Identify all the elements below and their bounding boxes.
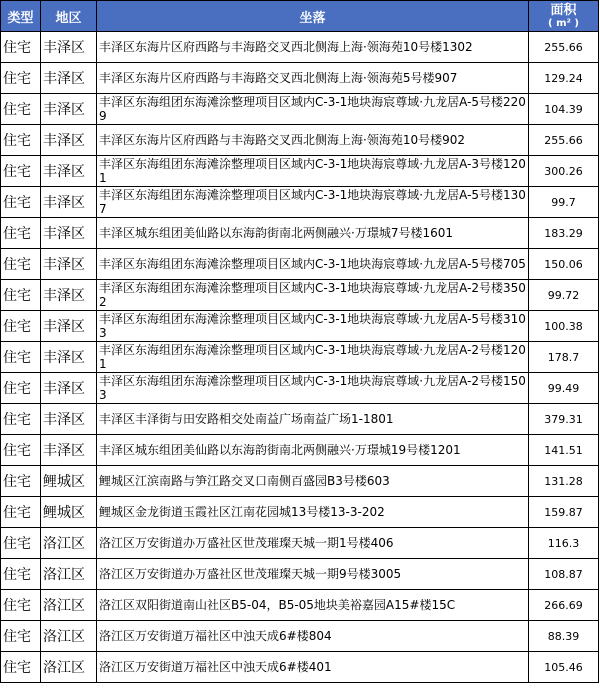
cell-type: 住宅 <box>1 404 41 435</box>
cell-address: 丰泽区东海组团东海滩涂整理项目区域内C-3-1地块海宸尊域·九龙居A-3号楼1201 <box>97 156 529 187</box>
cell-district: 丰泽区 <box>41 404 97 435</box>
cell-type: 住宅 <box>1 156 41 187</box>
header-address: 坐落 <box>97 1 529 32</box>
cell-type: 住宅 <box>1 342 41 373</box>
cell-area: 266.69 <box>529 590 599 621</box>
cell-type: 住宅 <box>1 435 41 466</box>
cell-type: 住宅 <box>1 125 41 156</box>
cell-district: 洛江区 <box>41 559 97 590</box>
cell-area: 99.49 <box>529 373 599 404</box>
cell-address: 丰泽区东海片区府西路与丰海路交叉西北侧海上海·领海苑5号楼907 <box>97 63 529 94</box>
cell-address: 丰泽区东海组团东海滩涂整理项目区域内C-3-1地块海宸尊域·九龙居A-5号楼2209 <box>97 94 529 125</box>
cell-area: 300.26 <box>529 156 599 187</box>
cell-type: 住宅 <box>1 621 41 652</box>
table-row <box>1 125 599 156</box>
cell-type: 住宅 <box>1 311 41 342</box>
cell-type: 住宅 <box>1 466 41 497</box>
cell-address: 洛江区万安街道万福社区中浊天成6#楼401 <box>97 652 529 683</box>
cell-district: 丰泽区 <box>41 435 97 466</box>
cell-area: 88.39 <box>529 621 599 652</box>
cell-district: 丰泽区 <box>41 187 97 218</box>
cell-district: 鲤城区 <box>41 466 97 497</box>
cell-area: 129.24 <box>529 63 599 94</box>
table-row <box>1 435 599 466</box>
cell-address: 丰泽区东海片区府西路与丰海路交叉西北侧海上海·领海苑10号楼1302 <box>97 32 529 63</box>
cell-type: 住宅 <box>1 497 41 528</box>
cell-district: 丰泽区 <box>41 311 97 342</box>
cell-district: 丰泽区 <box>41 218 97 249</box>
table-row <box>1 280 599 311</box>
cell-type: 住宅 <box>1 280 41 311</box>
table-row <box>1 187 599 218</box>
cell-address: 鲤城区金龙街道玉霞社区江南花园城13号楼13-3-202 <box>97 497 529 528</box>
cell-district: 洛江区 <box>41 528 97 559</box>
table-row <box>1 342 599 373</box>
cell-area: 379.31 <box>529 404 599 435</box>
table-row <box>1 404 599 435</box>
cell-district: 丰泽区 <box>41 63 97 94</box>
cell-area: 100.38 <box>529 311 599 342</box>
cell-district: 丰泽区 <box>41 249 97 280</box>
table-row <box>1 156 599 187</box>
cell-address: 丰泽区丰泽街与田安路相交处南益广场南益广场1-1801 <box>97 404 529 435</box>
cell-area: 159.87 <box>529 497 599 528</box>
table-row <box>1 652 599 683</box>
cell-address: 丰泽区城东组团美仙路以东海韵街南北两侧融兴·万璟城7号楼1601 <box>97 218 529 249</box>
table-row <box>1 466 599 497</box>
cell-address: 鲤城区江滨南路与笋江路交叉口南侧百盛园B3号楼603 <box>97 466 529 497</box>
cell-area: 116.3 <box>529 528 599 559</box>
table-row <box>1 249 599 280</box>
cell-address: 丰泽区东海组团东海滩涂整理项目区域内C-3-1地块海宸尊域·九龙居A-5号楼705 <box>97 249 529 280</box>
cell-type: 住宅 <box>1 94 41 125</box>
cell-type: 住宅 <box>1 590 41 621</box>
cell-district: 丰泽区 <box>41 373 97 404</box>
cell-area: 105.46 <box>529 652 599 683</box>
cell-address: 洛江区万安街道办万盛社区世茂璀璨天城一期1号楼406 <box>97 528 529 559</box>
table-row <box>1 32 599 63</box>
cell-type: 住宅 <box>1 559 41 590</box>
cell-district: 丰泽区 <box>41 280 97 311</box>
cell-district: 洛江区 <box>41 621 97 652</box>
cell-district: 丰泽区 <box>41 32 97 63</box>
cell-type: 住宅 <box>1 528 41 559</box>
cell-address: 洛江区双阳街道南山社区B5-04，B5-05地块美裕嘉园A15#楼15C <box>97 590 529 621</box>
cell-address: 丰泽区东海组团东海滩涂整理项目区域内C-3-1地块海宸尊域·九龙居A-2号楼1503 <box>97 373 529 404</box>
cell-type: 住宅 <box>1 218 41 249</box>
cell-address: 丰泽区东海组团东海滩涂整理项目区域内C-3-1地块海宸尊域·九龙居A-2号楼3502 <box>97 280 529 311</box>
cell-area: 150.06 <box>529 249 599 280</box>
header-area-label: 面积 <box>550 3 577 18</box>
table-row <box>1 373 599 404</box>
cell-district: 洛江区 <box>41 652 97 683</box>
cell-area: 141.51 <box>529 435 599 466</box>
cell-address: 洛江区万安街道万福社区中浊天成6#楼804 <box>97 621 529 652</box>
header-area-unit: ( m² ) <box>548 18 579 29</box>
header-district: 地区 <box>41 1 97 32</box>
cell-type: 住宅 <box>1 32 41 63</box>
cell-address: 丰泽区东海组团东海滩涂整理项目区域内C-3-1地块海宸尊域·九龙居A-5号楼1307 <box>97 187 529 218</box>
cell-area: 104.39 <box>529 94 599 125</box>
cell-address: 丰泽区城东组团美仙路以东海韵街南北两侧融兴·万璟城19号楼1201 <box>97 435 529 466</box>
cell-type: 住宅 <box>1 63 41 94</box>
cell-district: 丰泽区 <box>41 342 97 373</box>
table-header-row <box>1 1 599 32</box>
table-row <box>1 621 599 652</box>
cell-type: 住宅 <box>1 187 41 218</box>
cell-area: 108.87 <box>529 559 599 590</box>
header-type: 类型 <box>1 1 41 32</box>
cell-district: 丰泽区 <box>41 156 97 187</box>
cell-area: 178.7 <box>529 342 599 373</box>
cell-area: 99.72 <box>529 280 599 311</box>
cell-area: 255.66 <box>529 125 599 156</box>
cell-district: 洛江区 <box>41 590 97 621</box>
cell-address: 丰泽区东海片区府西路与丰海路交叉西北侧海上海·领海苑10号楼902 <box>97 125 529 156</box>
table-row <box>1 94 599 125</box>
cell-area: 99.7 <box>529 187 599 218</box>
cell-type: 住宅 <box>1 652 41 683</box>
header-area <box>529 1 599 32</box>
table-row <box>1 528 599 559</box>
table-row <box>1 218 599 249</box>
cell-area: 255.66 <box>529 32 599 63</box>
cell-district: 鲤城区 <box>41 497 97 528</box>
table-row <box>1 63 599 94</box>
table-row <box>1 590 599 621</box>
cell-type: 住宅 <box>1 373 41 404</box>
cell-address: 丰泽区东海组团东海滩涂整理项目区域内C-3-1地块海宸尊域·九龙居A-2号楼1201 <box>97 342 529 373</box>
table-row <box>1 311 599 342</box>
cell-area: 183.29 <box>529 218 599 249</box>
table-row <box>1 497 599 528</box>
cell-type: 住宅 <box>1 249 41 280</box>
cell-address: 洛江区万安街道办万盛社区世茂璀璨天城一期9号楼3005 <box>97 559 529 590</box>
cell-district: 丰泽区 <box>41 125 97 156</box>
table-row <box>1 559 599 590</box>
cell-address: 丰泽区东海组团东海滩涂整理项目区域内C-3-1地块海宸尊域·九龙居A-5号楼3103 <box>97 311 529 342</box>
cell-area: 131.28 <box>529 466 599 497</box>
cell-district: 丰泽区 <box>41 94 97 125</box>
